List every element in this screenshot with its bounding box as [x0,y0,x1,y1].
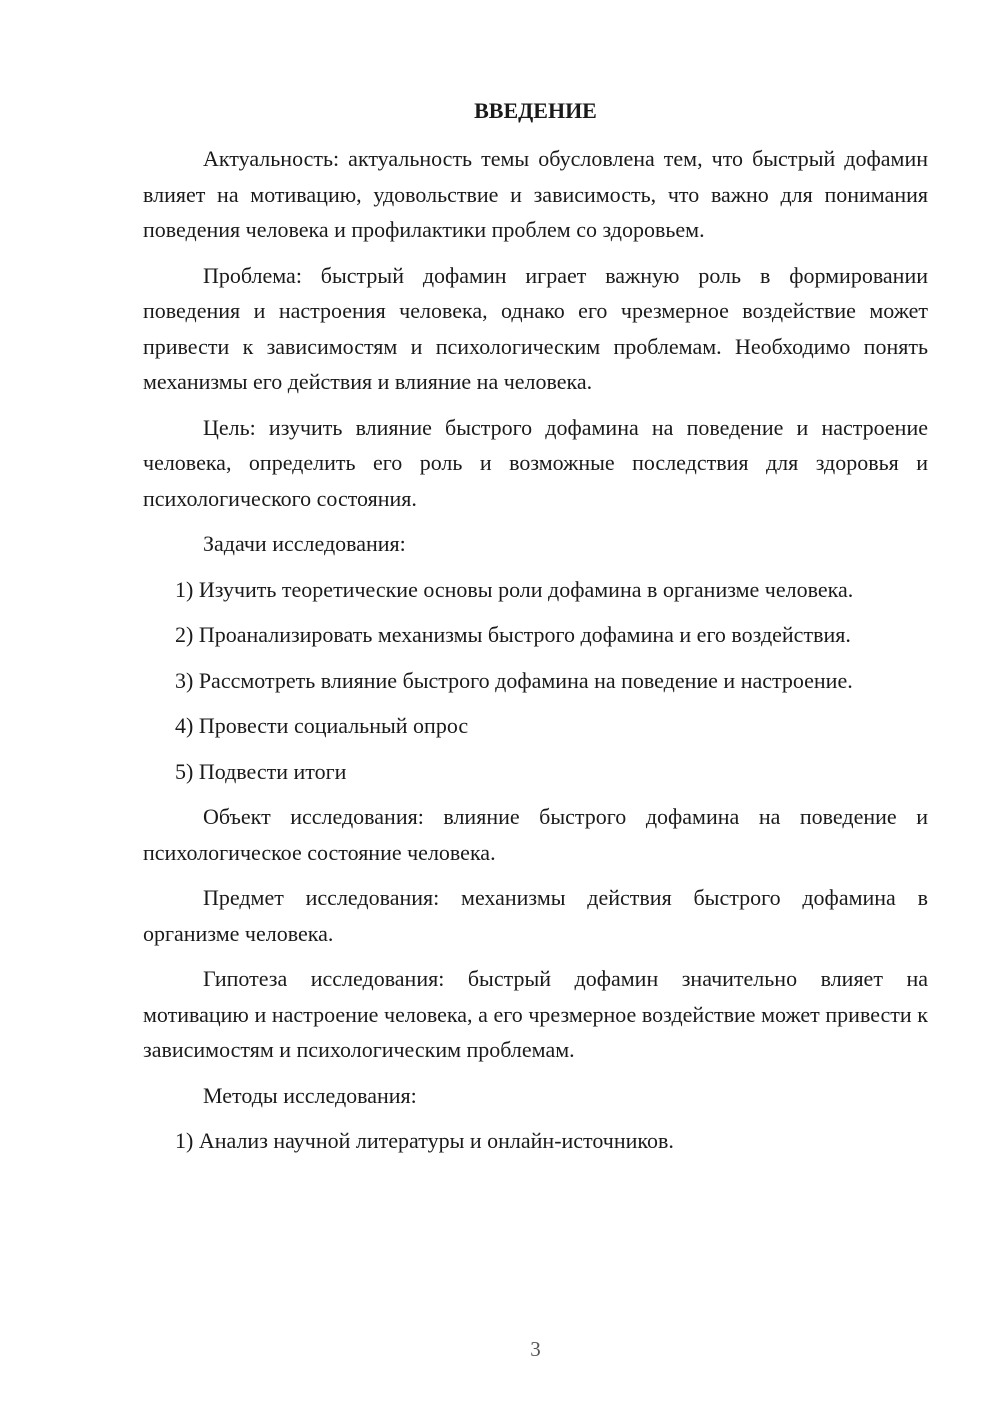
document-page [143,0,928,1414]
task-item-1: 1) Изучить теоретические основы роли дофамина в организме человека. [175,576,854,602]
paragraph-relevance: Актуальность: актуальность темы обусловлена тем, что быстрый дофамин влияет на мотивацию, удовольствие и зависимость, что важно для понимания поведения человека и профилактики проблем со здоровьем. [143,146,928,242]
paragraph-goal: Цель: изучить влияние быстрого дофамина на поведение и настроение человека, определить его роль и возможные последствия для здоровья и психологического состояния. [143,414,928,511]
section-title: ВВЕДЕНИЕ [474,98,597,123]
method-item-1: 1) Анализ научной литературы и онлайн-источников. [175,1128,674,1153]
paragraph-hypothesis: Гипотеза исследования: быстрый дофамин значительно влияет на мотивацию и настроение человека, а его чрезмерное воздействие может привести к зависимостям и психологическим проблемам. [143,966,928,1062]
paragraph-subject: Предмет исследования: механизмы действия быстрого дофамина в организме человека. [143,885,928,946]
paragraph-object: Объект исследования: влияние быстрого дофамина на поведение и психологическое состояние человека. [143,804,928,865]
page-number: 3 [530,1337,541,1361]
task-item-5: 5) Подвести итоги [175,758,347,784]
document-body [143,141,928,1169]
task-item-3: 3) Рассмотреть влияние быстрого дофамина на поведение и настроение. [175,667,853,693]
paragraph-tasks-heading: Задачи исследования: [203,531,406,556]
task-item-2: 2) Проанализировать механизмы быстрого дофамина и его воздействия. [175,622,851,647]
paragraph-problem: Проблема: быстрый дофамин играет важную роль в формировании поведения и настроения человека, однако его чрезмерное воздействие может привести к зависимостям и психологическим проблемам. Необходимо понять механизмы его действия и влияние на человека. [143,262,928,394]
paragraph-methods-heading: Методы исследования: [203,1082,417,1108]
task-item-4: 4) Провести социальный опрос [175,713,469,738]
